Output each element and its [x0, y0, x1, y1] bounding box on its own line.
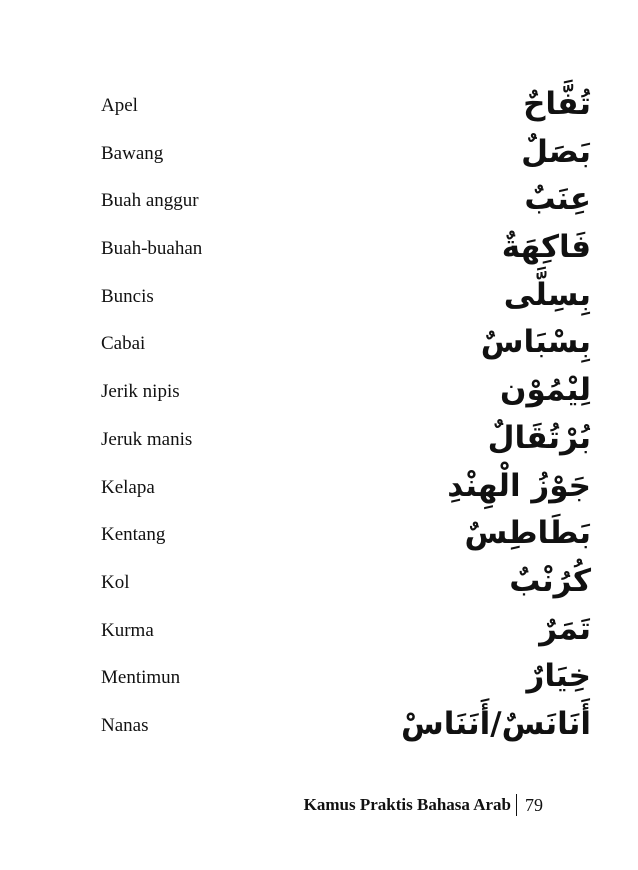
- arabic-word: جَوْزُ الْهِنْدِ: [447, 467, 591, 504]
- vocab-entry-buah-anggur: [101, 181, 591, 233]
- vocab-entry-bawang: [101, 133, 591, 186]
- vocab-entry-kentang: [101, 515, 591, 567]
- arabic-word: فَاكِهَةٌ: [501, 229, 591, 266]
- indonesian-word: Kelapa: [101, 476, 155, 498]
- vocab-entry-buah-buahan: [101, 229, 591, 281]
- vocab-entry-kelapa: [101, 467, 591, 520]
- indonesian-word: Jerik nipis: [101, 381, 180, 403]
- vocab-entry-mentimun: [101, 658, 591, 710]
- arabic-word: خِيَارٌ: [526, 658, 591, 695]
- vocab-entry-apel: [101, 86, 591, 138]
- indonesian-word: Buah anggur: [101, 190, 199, 212]
- indonesian-word: Kentang: [101, 524, 166, 546]
- vocab-entry-jeruk-manis: [101, 419, 591, 472]
- indonesian-word: Buah-buahan: [101, 238, 203, 260]
- arabic-word: تُفَّاحٌ: [523, 86, 591, 122]
- arabic-word: بِسِلَّى: [503, 276, 591, 313]
- indonesian-word: Kurma: [101, 619, 154, 641]
- arabic-word: بَطَاطِسٌ: [464, 515, 591, 552]
- vocab-entry-kol: [101, 562, 591, 615]
- indonesian-word: Buncis: [101, 285, 154, 307]
- page-footer: [0, 793, 638, 823]
- arabic-word: عِنَبٌ: [524, 181, 591, 218]
- vocab-entry-kurma: [101, 610, 591, 663]
- arabic-word: أَنَانَسٌ/أَنَنَاسْ: [400, 705, 591, 742]
- vocab-entry-jerik-nipis: [101, 372, 591, 424]
- vocab-entry-nanas: [101, 705, 591, 758]
- indonesian-word: Cabai: [101, 333, 146, 355]
- vocab-entry-buncis: [101, 276, 591, 329]
- indonesian-word: Mentimun: [101, 667, 181, 689]
- vocabulary-list: [101, 86, 591, 758]
- arabic-word: لِيْمُوْن: [500, 372, 591, 409]
- book-title: Kamus Praktis Bahasa Arab: [303, 795, 511, 814]
- footer-divider: [516, 794, 517, 816]
- arabic-word: بُرْتُقَالٌ: [487, 419, 591, 456]
- indonesian-word: Apel: [101, 95, 138, 116]
- page-number: 79: [525, 795, 543, 815]
- indonesian-word: Jeruk manis: [101, 428, 193, 450]
- vocab-entry-cabai: [101, 324, 591, 376]
- arabic-word: بَصَلٌ: [521, 133, 591, 170]
- indonesian-word: Nanas: [101, 714, 149, 736]
- arabic-word: كُرُنْبٌ: [509, 562, 591, 599]
- indonesian-word: Bawang: [101, 142, 164, 164]
- arabic-word: تَمَرٌ: [539, 610, 591, 647]
- arabic-word: بِسْبَاسٌ: [480, 324, 591, 361]
- indonesian-word: Kol: [101, 571, 130, 593]
